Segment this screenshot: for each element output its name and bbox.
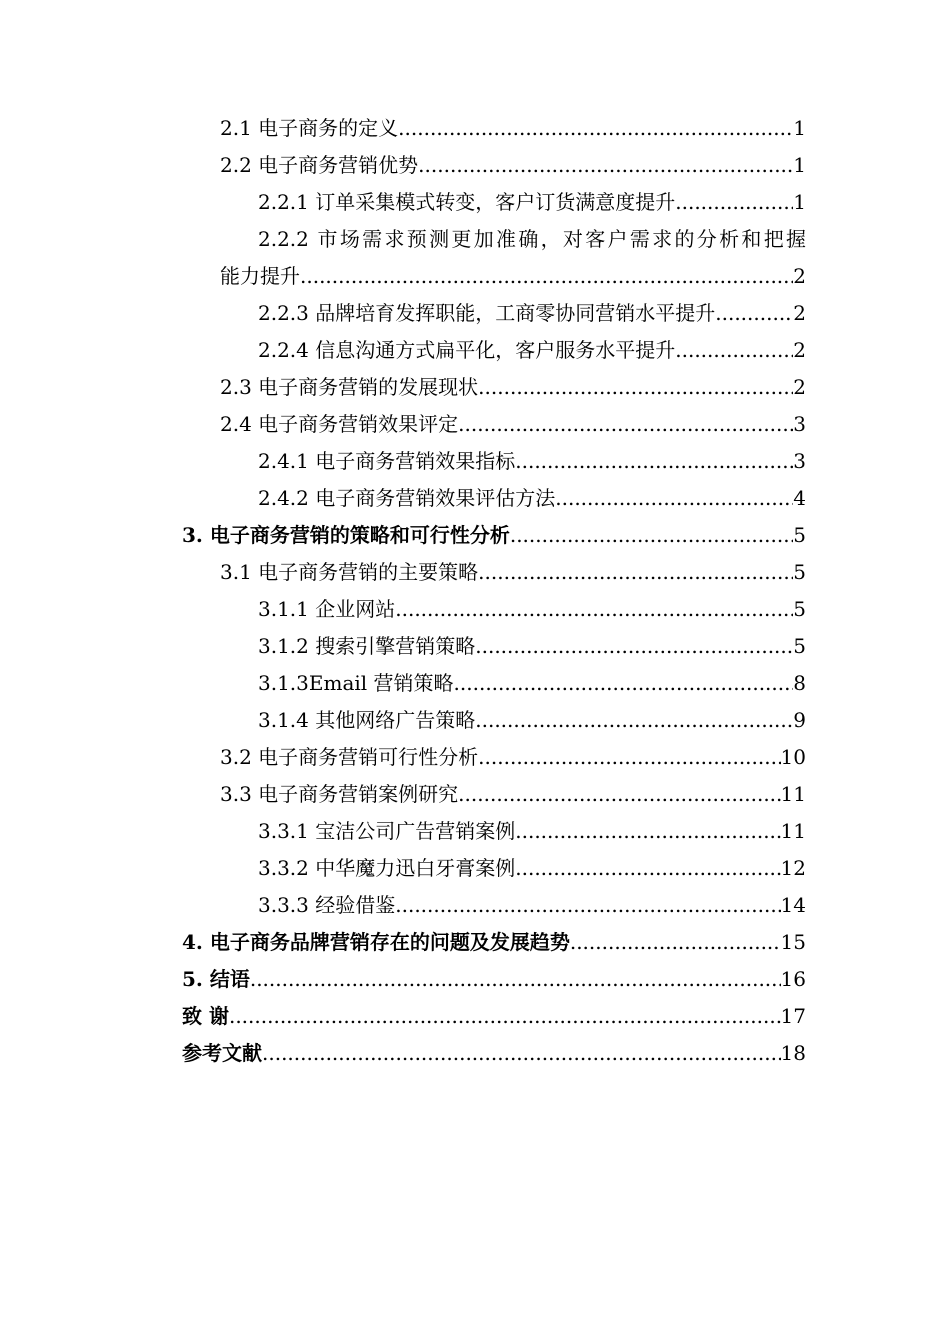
toc-entry[interactable] <box>182 665 806 702</box>
toc-leader-dots <box>262 1035 781 1072</box>
toc-entry-title: 3.1.3Email 营销策略 <box>258 671 454 695</box>
toc-leader-dots <box>510 517 793 554</box>
toc-page-number: 11 <box>780 819 806 843</box>
toc-leader-dots <box>395 887 780 924</box>
toc-leader-dots <box>478 369 793 406</box>
toc-entry-title: 参考文献 <box>182 1041 262 1065</box>
toc-leader-dots <box>300 258 793 295</box>
toc-page-number: 4 <box>793 486 806 510</box>
toc-page-number: 17 <box>780 1004 806 1028</box>
toc-page-number: 3 <box>793 412 806 436</box>
toc-page-number: 2 <box>793 264 806 288</box>
toc-entry[interactable] <box>182 406 806 443</box>
toc-entry[interactable] <box>182 998 806 1035</box>
toc-leader-dots <box>398 110 793 147</box>
toc-page-number: 9 <box>793 708 806 732</box>
toc-leader-dots <box>475 702 793 739</box>
toc-entry[interactable] <box>182 924 806 961</box>
toc-entry[interactable] <box>182 961 806 998</box>
toc-leader-dots <box>570 924 781 961</box>
toc-entry-title: 3.3.3 经验借鉴 <box>258 893 396 917</box>
toc-page-number: 14 <box>780 893 806 917</box>
toc-entry[interactable] <box>182 221 806 295</box>
toc-entry-title: 2.2.3 品牌培育发挥职能，工商零协同营销水平提升 <box>258 301 716 325</box>
toc-entry-title: 2.4 电子商务营销效果评定 <box>220 412 459 436</box>
toc-entry-title: 3.3 电子商务营销案例研究 <box>220 782 459 806</box>
toc-entry[interactable] <box>182 1035 806 1072</box>
toc-leader-dots <box>515 443 793 480</box>
toc-page-number: 1 <box>793 116 806 140</box>
toc-entry-title: 5. 结语 <box>182 967 250 991</box>
toc-entry[interactable] <box>182 850 806 887</box>
toc-page-number: 12 <box>780 856 806 880</box>
toc-entry-title: 3.1.4 其他网络广告策略 <box>258 708 476 732</box>
toc-entry-title: 3.1.2 搜索引擎营销策略 <box>258 634 476 658</box>
toc-leader-dots <box>555 480 793 517</box>
toc-page-number: 2 <box>793 375 806 399</box>
toc-leader-dots <box>250 961 781 998</box>
toc-page-number: 2 <box>793 301 806 325</box>
toc-leader-dots <box>458 776 780 813</box>
toc-leader-dots <box>395 591 793 628</box>
toc-entry-title: 2.4.2 电子商务营销效果评估方法 <box>258 486 556 510</box>
toc-page-number: 5 <box>793 597 806 621</box>
toc-leader-dots <box>229 998 781 1035</box>
toc-page-number: 11 <box>780 782 806 806</box>
toc-entry[interactable] <box>182 517 806 554</box>
toc-page-number: 5 <box>793 560 806 584</box>
toc-entry[interactable] <box>182 369 806 406</box>
toc-entry[interactable] <box>182 776 806 813</box>
toc-entry-title: 3. 电子商务营销的策略和可行性分析 <box>182 523 510 547</box>
table-of-contents <box>182 110 806 1072</box>
toc-entry[interactable] <box>182 443 806 480</box>
toc-page-number: 15 <box>780 930 806 954</box>
toc-entry-title: 2.2.1 订单采集模式转变，客户订货满意度提升 <box>258 190 676 214</box>
toc-entry-title: 2.1 电子商务的定义 <box>220 116 399 140</box>
toc-entry-title: 3.3.2 中华魔力迅白牙膏案例 <box>258 856 516 880</box>
toc-page-number: 16 <box>780 967 806 991</box>
toc-entry[interactable] <box>182 887 806 924</box>
toc-entry[interactable] <box>182 591 806 628</box>
toc-entry-title: 2.4.1 电子商务营销效果指标 <box>258 449 516 473</box>
toc-entry-title: 2.2.2 市场需求预测更加准确，对客户需求的分析和把握 <box>258 227 806 251</box>
toc-entry[interactable] <box>182 184 806 221</box>
toc-entry-title: 3.1 电子商务营销的主要策略 <box>220 560 479 584</box>
toc-entry-title: 4. 电子商务品牌营销存在的问题及发展趋势 <box>182 930 570 954</box>
toc-entry[interactable] <box>182 554 806 591</box>
toc-page-number: 5 <box>793 523 806 547</box>
toc-entry-title: 3.1.1 企业网站 <box>258 597 396 621</box>
toc-entry-title: 致 谢 <box>182 1004 229 1028</box>
toc-entry[interactable] <box>182 813 806 850</box>
toc-entry-title: 2.2.4 信息沟通方式扁平化，客户服务水平提升 <box>258 338 676 362</box>
toc-leader-dots <box>418 147 793 184</box>
toc-leader-dots <box>515 850 780 887</box>
toc-entry[interactable] <box>182 332 806 369</box>
toc-entry-title: 2.3 电子商务营销的发展现状 <box>220 375 479 399</box>
toc-page-number: 1 <box>793 190 806 214</box>
toc-leader-dots <box>675 184 793 221</box>
toc-entry[interactable] <box>182 147 806 184</box>
toc-leader-dots <box>458 406 793 443</box>
toc-entry-title: 2.2 电子商务营销优势 <box>220 153 419 177</box>
toc-entry[interactable] <box>182 295 806 332</box>
toc-leader-dots <box>475 628 793 665</box>
toc-page-number: 2 <box>793 338 806 362</box>
toc-leader-dots <box>675 332 793 369</box>
toc-leader-dots <box>478 554 793 591</box>
toc-leader-dots <box>515 813 780 850</box>
toc-entry[interactable] <box>182 702 806 739</box>
toc-entry-title-continued: 能力提升 <box>220 264 300 288</box>
toc-entry-title: 3.3.1 宝洁公司广告营销案例 <box>258 819 516 843</box>
toc-entry[interactable] <box>182 110 806 147</box>
toc-entry[interactable] <box>182 739 806 776</box>
toc-entry-title: 3.2 电子商务营销可行性分析 <box>220 745 479 769</box>
toc-page-number: 3 <box>793 449 806 473</box>
toc-page-number: 18 <box>780 1041 806 1065</box>
toc-leader-dots <box>715 295 793 332</box>
toc-page-number: 1 <box>793 153 806 177</box>
toc-entry[interactable] <box>182 480 806 517</box>
toc-leader-dots <box>478 739 780 776</box>
toc-page-number: 10 <box>780 745 806 769</box>
toc-leader-dots <box>454 665 794 702</box>
toc-entry[interactable] <box>182 628 806 665</box>
toc-page-number: 8 <box>793 671 806 695</box>
toc-page-number: 5 <box>793 634 806 658</box>
